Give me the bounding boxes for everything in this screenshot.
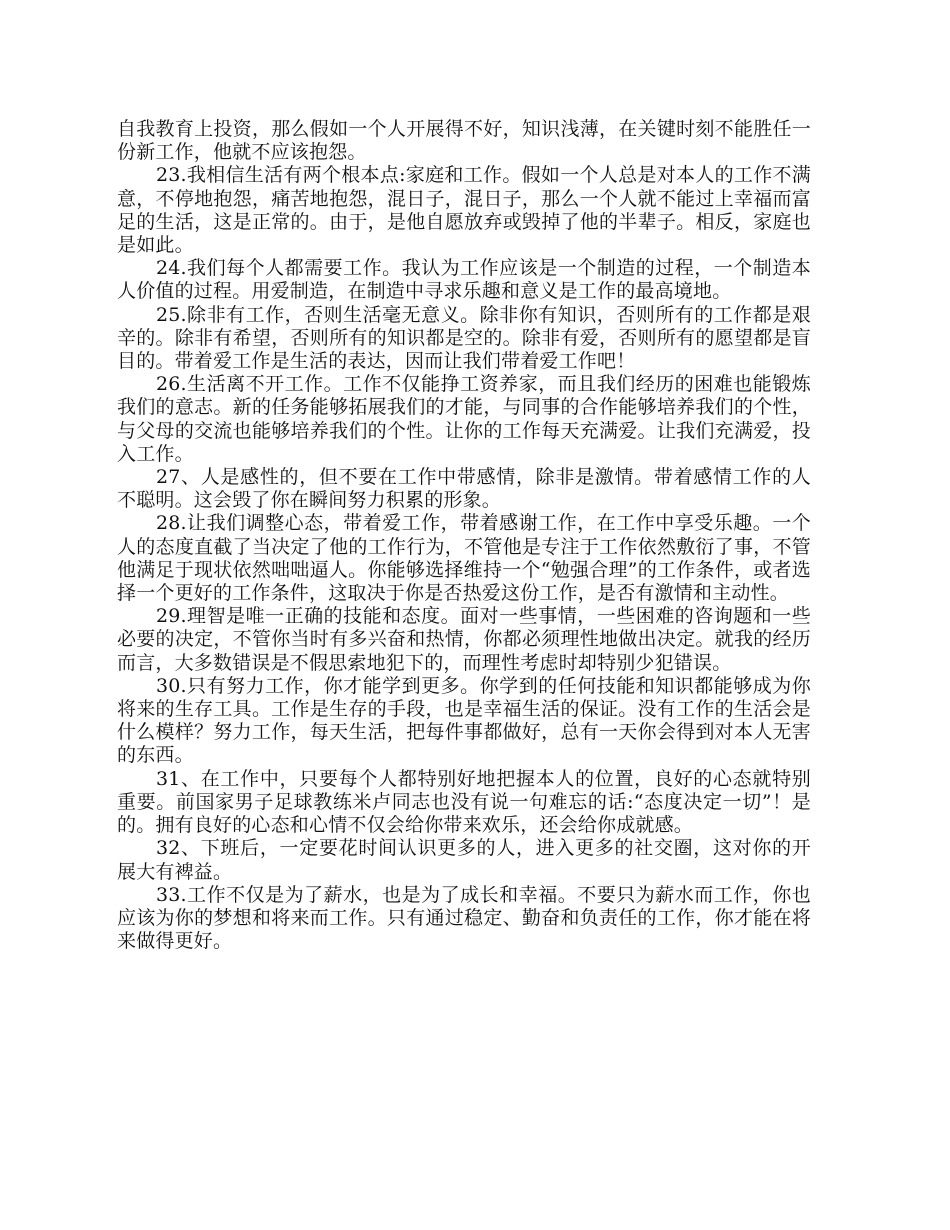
paragraph-29: 29.理智是唯一正确的技能和态度。面对一些事情，一些困难的咨询题和一些必要的决定，不管你当时有多兴奋和热情，你都必须理性地做出决定。就我的经历而言，大多数错误是不假思索地犯下的，而理性考虑时却特别少犯错误。 (117, 605, 811, 674)
paragraph-33: 33.工作不仅是为了薪水，也是为了成长和幸福。不要只为薪水而工作，你也应该为你的梦想和将来而工作。只有通过稳定、勤奋和负责任的工作，你才能在将来做得更好。 (117, 883, 811, 953)
paragraph-25: 25.除非有工作，否则生活毫无意义。除非你有知识，否则所有的工作都是艰辛的。除非有希望，否则所有的知识都是空的。除非有爱，否则所有的愿望都是盲目的。带着爱工作是生活的表达，因而让我们带着爱工作吧！ (117, 303, 811, 373)
paragraph-24: 24.我们每个人都需要工作。我认为工作应该是一个制造的过程，一个制造本人价值的过程。用爱制造，在制造中寻求乐趣和意义是工作的最高境地。 (117, 257, 811, 303)
paragraph-31: 31、在工作中，只要每个人都特别好地把握本人的位置，良好的心态就特别重要。前国家男子足球教练米卢同志也没有说一句难忘的话:“态度决定一切”！是的。拥有良好的心态和心情不仅会给你带来欢乐，还会给你成就感。 (117, 767, 811, 837)
paragraph-27: 27、人是感性的，但不要在工作中带感情，除非是激情。带着感情工作的人不聪明。这会毁了你在瞬间努力积累的形象。 (117, 466, 811, 512)
paragraph-32: 32、下班后，一定要花时间认识更多的人，进入更多的社交圈，这对你的开展大有裨益。 (117, 837, 811, 883)
paragraph-28: 28.让我们调整心态，带着爱工作，带着感谢工作，在工作中享受乐趣。一个人的态度直截了当决定了他的工作行为，不管他是专注于工作依然敷衍了事，不管他满足于现状依然咄咄逼人。你能够选择维持一个“勉强合理”的工作条件，或者选择一个更好的工作条件，这取决于你是否热爱这份工作，是否有激情和主动性。 (117, 512, 811, 605)
document-body (117, 118, 811, 953)
paragraph-26: 26.生活离不开工作。工作不仅能挣工资养家，而且我们经历的困难也能锻炼我们的意志。新的任务能够拓展我们的才能，与同事的合作能够培养我们的个性，与父母的交流也能够培养我们的个性。让你的工作每天充满爱。让我们充满爱，投入工作。 (117, 373, 811, 465)
paragraph-30: 30.只有努力工作，你才能学到更多。你学到的任何技能和知识都能够成为你将来的生存工具。工作是生存的手段，也是幸福生活的保证。没有工作的生活会是什么模样？努力工作，每天生活，把每件事都做好，总有一天你会得到对本人无害的东西。 (117, 674, 811, 767)
paragraph-continuation: 自我教育上投资，那么假如一个人开展得不好，知识浅薄，在关键时刻不能胜任一份新工作，他就不应该抱怨。 (117, 118, 811, 164)
paragraph-23: 23.我相信生活有两个根本点:家庭和工作。假如一个人总是对本人的工作不满意，不停地抱怨，痛苦地抱怨，混日子，混日子，那么一个人就不能过上幸福而富足的生活，这是正常的。由于，是他自愿放弃或毁掉了他的半辈子。相反，家庭也是如此。 (117, 164, 811, 257)
